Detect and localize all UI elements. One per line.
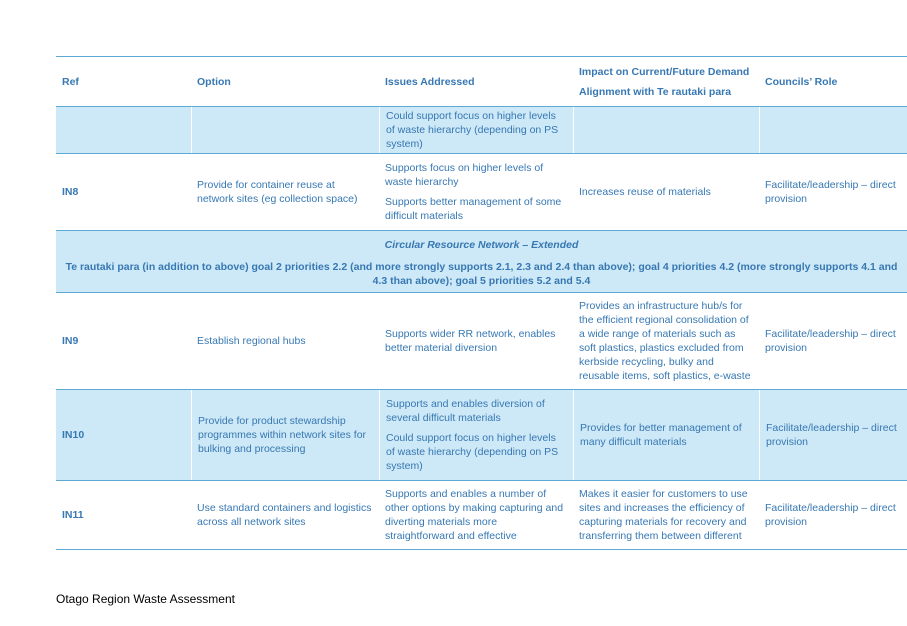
cell-option: Provide for product stewardship programmes within network sites for bulking and processing [191, 390, 379, 480]
issue-text: Supports better management of some difficult materials [385, 196, 562, 222]
cell-ref: IN11 [62, 509, 84, 521]
table-header-row [56, 57, 907, 107]
cell-issues [379, 390, 573, 480]
cell-impact: Provides for better management of many difficult materials [573, 390, 759, 480]
page-footer: Otago Region Waste Assessment [56, 592, 235, 606]
cell-impact: Provides an infrastructure hub/s for the efficient regional consolidation of a wide range of materials such as soft plastics, plastics excluded from kerbside recycling, bulky and reusable items, soft plastics, e-waste [579, 300, 751, 382]
header-role: Councils’ Role [765, 75, 838, 88]
cell-impact: Makes it easier for customers to use sites and increases the efficiency of capturing materials for recovery and transferring them between different [579, 488, 748, 542]
table-row [56, 293, 907, 390]
header-impact-line1: Impact on Current/Future Demand [579, 65, 750, 78]
header-impact-line2: Alignment with Te rautaki para [579, 85, 732, 98]
cell-impact: Increases reuse of materials [579, 186, 711, 198]
cell-option: Establish regional hubs [197, 335, 306, 347]
cell-impact [573, 107, 759, 153]
cell-role: Facilitate/leadership – direct provision [765, 179, 896, 205]
section-header-row [56, 231, 907, 293]
cell-issues: Could support focus on higher levels of waste hierarchy (depending on PS system) [379, 107, 573, 153]
cell-role: Facilitate/leadership – direct provision [765, 502, 896, 528]
table-row-continued [56, 107, 907, 154]
cell-issues [379, 154, 573, 230]
header-option: Option [197, 75, 231, 88]
cell-ref: IN10 [62, 429, 85, 441]
issue-text: Supports focus on higher levels of waste hierarchy [385, 162, 544, 188]
cell-option [191, 107, 379, 153]
cell-issues [379, 481, 573, 549]
cell-role: Facilitate/leadership – direct provision [759, 390, 907, 480]
header-impact [573, 57, 759, 106]
issue-text: Supports and enables diversion of several difficult materials [386, 398, 545, 424]
cell-role [759, 107, 907, 153]
issue-text: Could support focus on higher levels of waste hierarchy (depending on PS system) [386, 432, 559, 472]
table-row [56, 481, 907, 550]
cell-option: Provide for container reuse at network sites (eg collection space) [197, 179, 358, 205]
table-row [56, 390, 907, 481]
cell-ref [56, 107, 191, 153]
header-issues: Issues Addressed [385, 75, 475, 88]
section-alignment: Te rautaki para (in addition to above) goal 2 priorities 2.2 (and more strongly supports 2.1, 2.3 and 2.4 than above); goal 4 priorities 4.2 (more strongly supports 4.1 and 4.3 than above); goal 5 priorities 5.2 and 5.4 [65, 261, 898, 287]
section-title: Circular Resource Network – Extended [384, 239, 579, 251]
issue-text: Supports wider RR network, enables better material diversion [385, 328, 556, 354]
cell-issues [379, 293, 573, 389]
issue-text: Supports and enables a number of other options by making capturing and diverting materials more straightforward and effective [385, 488, 564, 542]
cell-option: Use standard containers and logistics across all network sites [197, 502, 372, 528]
table-row [56, 154, 907, 231]
cell-role: Facilitate/leadership – direct provision [765, 328, 896, 354]
header-ref: Ref [62, 75, 79, 88]
cell-ref: IN8 [62, 186, 79, 198]
cell-ref: IN9 [62, 335, 79, 347]
